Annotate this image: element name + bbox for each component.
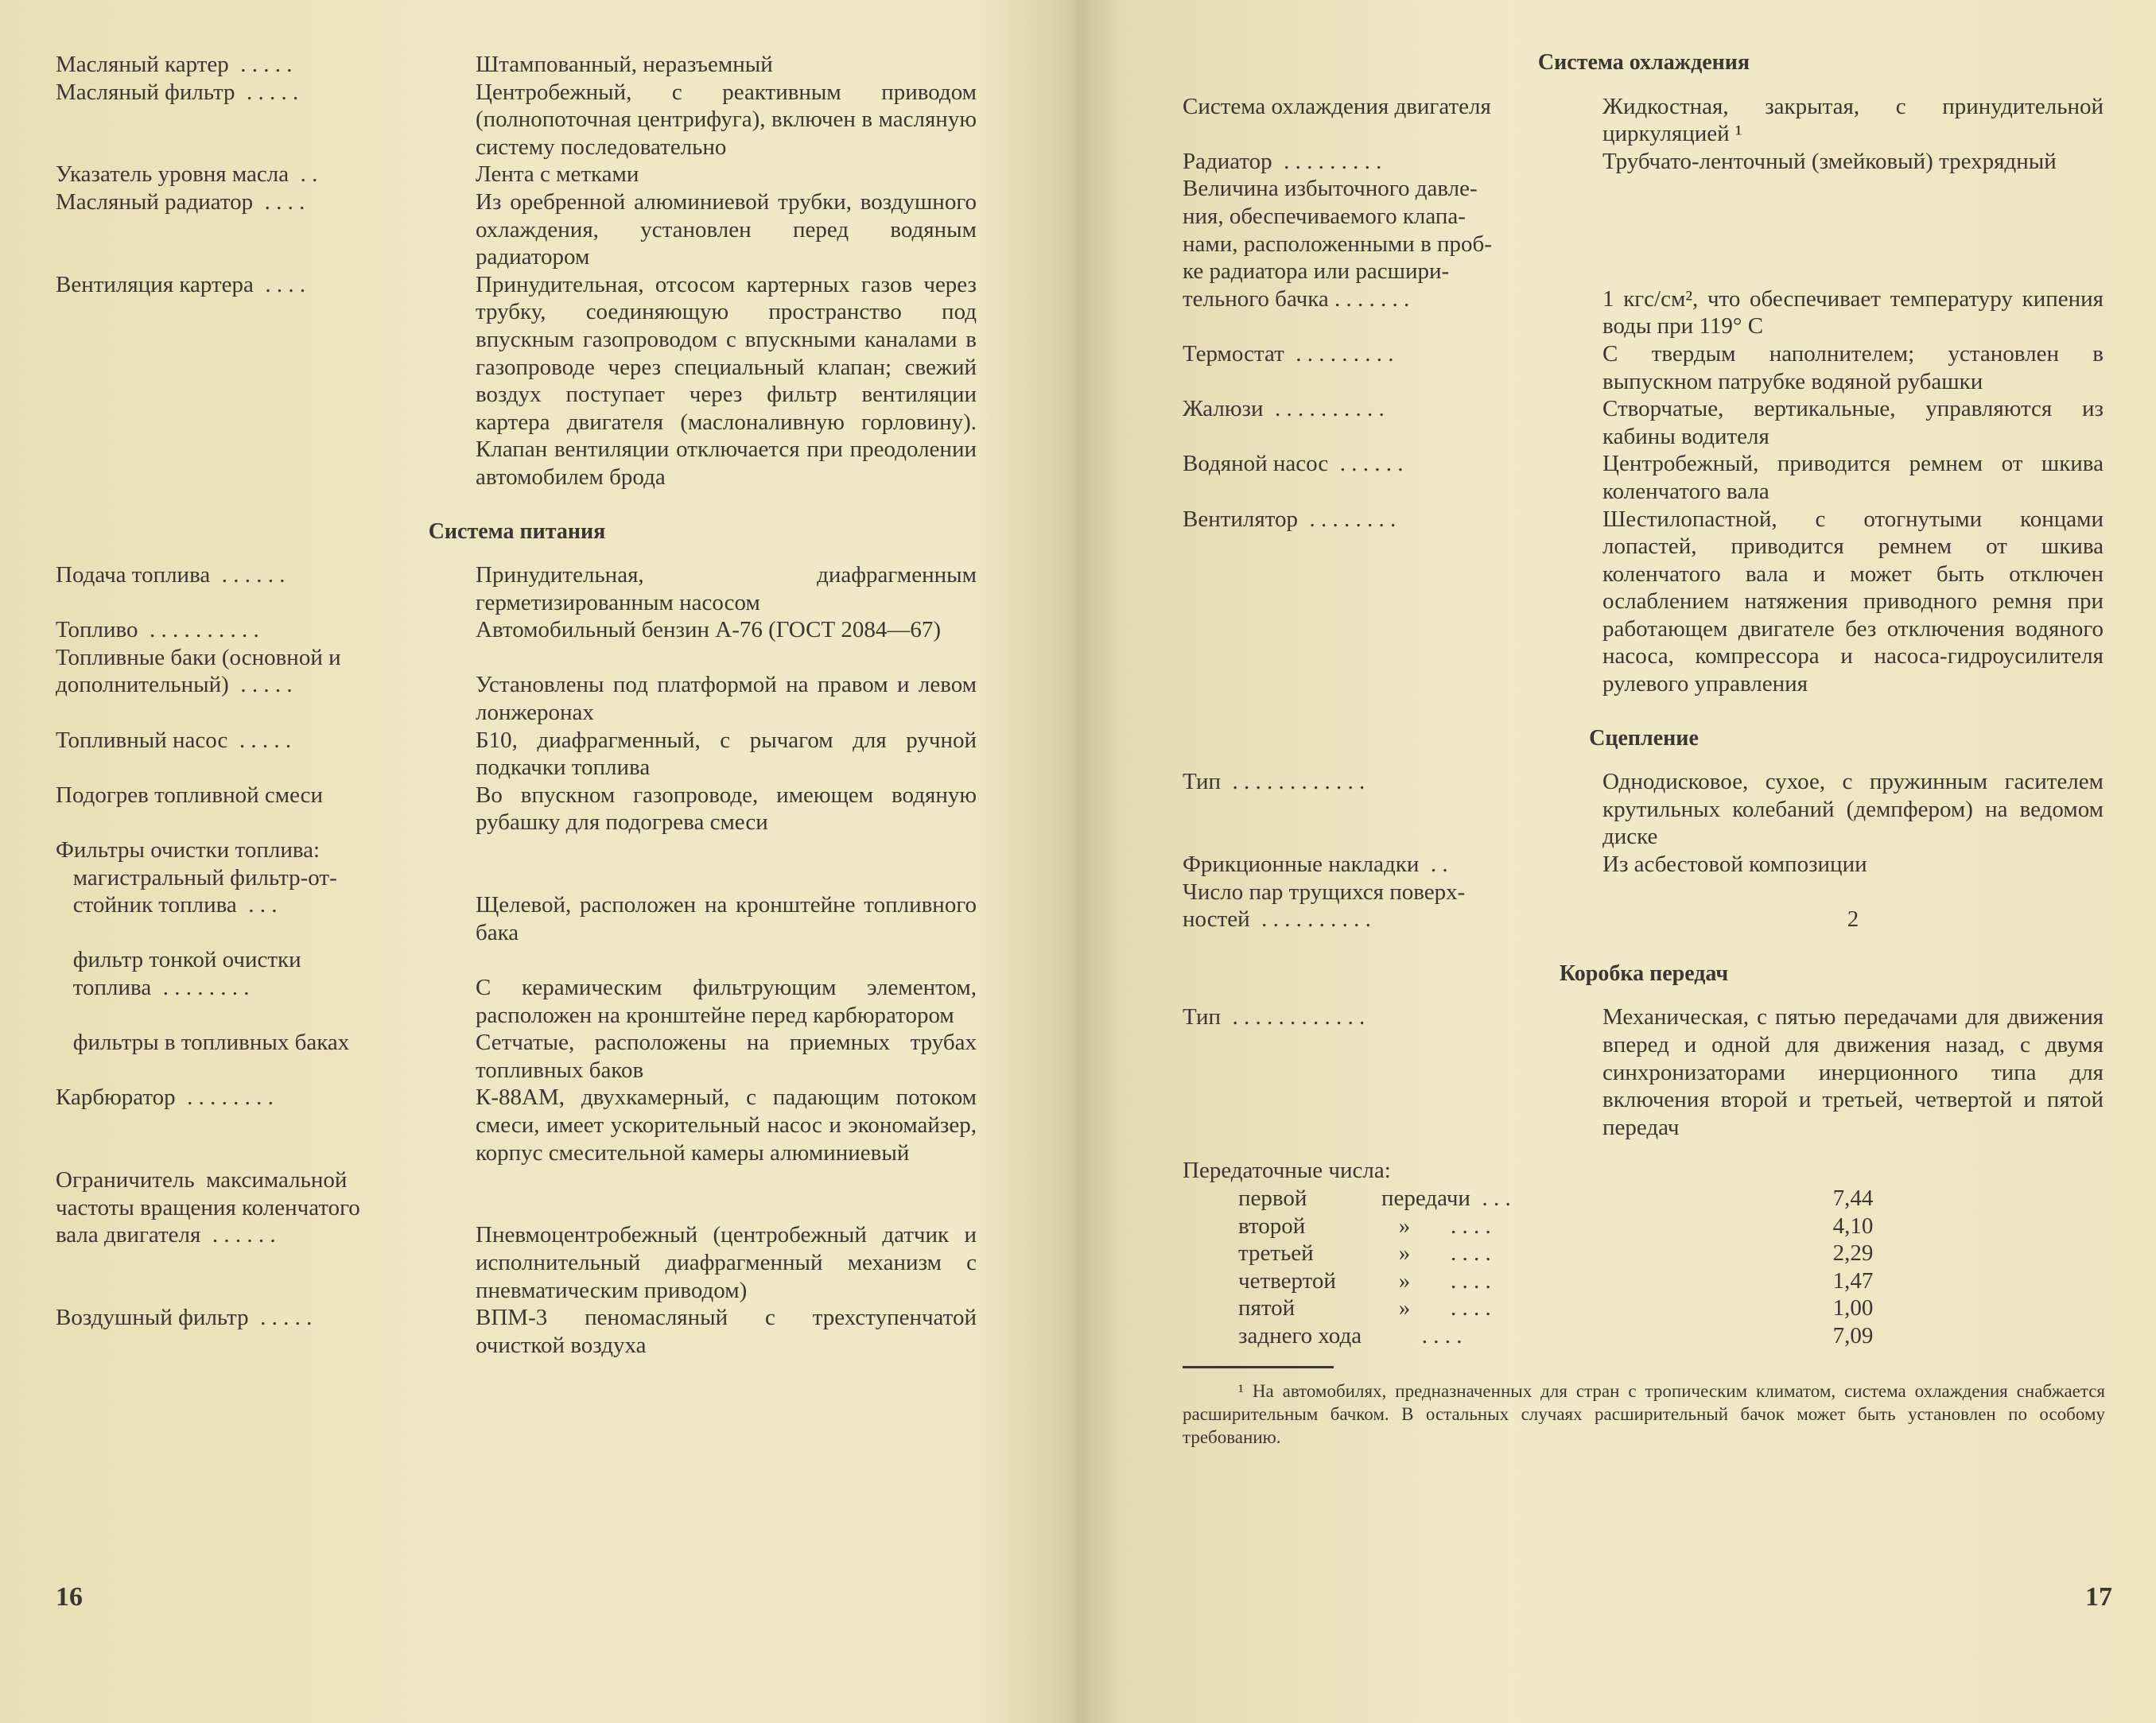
spec-value: Лента с метками: [476, 161, 639, 188]
section-heading: Коробка передач: [1559, 960, 1729, 986]
spec-value: С твердым наполнителем; установлен в выпускном патрубке водяной рубашки: [1602, 340, 2104, 394]
spec-label: [56, 161, 469, 188]
spec-label-line: Карбюратор . . . . . . . .: [56, 1085, 274, 1111]
spec-label: [56, 188, 469, 271]
gear-name: третьей: [1238, 1240, 1314, 1267]
spec-value: К-88АМ, двухкамерный, с падающим потоком смеси, имеет ускорительный насос и экономайзер, корпус смесительной камеры алюминиевый: [476, 1085, 977, 1166]
spec-row: [1183, 506, 2105, 698]
spec-row: [56, 1029, 978, 1084]
gear-ratio-row: [1183, 1185, 2105, 1213]
gear-suffix: . . . .: [1381, 1322, 1463, 1349]
spec-value: Автомобильный бензин А-76 (ГОСТ 2084—67): [476, 617, 942, 643]
spec-row: [1183, 879, 2105, 933]
spec-value: Из асбестовой композиции: [1602, 852, 1867, 878]
spec-value: Установлены под платформой на правом и левом лонжеронах: [476, 672, 977, 726]
gear-ratio-row: [1183, 1267, 2105, 1295]
left-page: [56, 51, 978, 1723]
spec-label: [56, 51, 469, 79]
spec-label: [56, 782, 469, 836]
spec-label-line: Топливо . . . . . . . . . .: [56, 617, 259, 643]
spec-label-line: Фильтры очистки топлива:: [56, 837, 320, 863]
spec-label-line: фильтры в топливных баках: [56, 1030, 350, 1056]
spec-row: [56, 561, 978, 616]
spec-label-line: Топливные баки (основной и: [56, 644, 341, 670]
spec-row: [56, 616, 978, 644]
footnote-rule: [1183, 1366, 1334, 1368]
spec-row: [56, 51, 978, 79]
right-page: [1183, 49, 2105, 1721]
spec-row: [56, 271, 978, 491]
spec-value: Центробежный, приводится ремнем от шкива коленчатого вала: [1602, 451, 2104, 504]
spec-label: [1183, 851, 1596, 879]
spec-row: [56, 79, 978, 161]
spec-row: [1183, 1003, 2105, 1141]
spec-row: [56, 188, 978, 271]
spec-label-line: Вентилятор . . . . . . . .: [1183, 506, 1397, 532]
spec-label-line: Число пар трущихся поверх-: [1183, 879, 1466, 905]
spec-label-line: топлива . . . . . . . .: [56, 975, 250, 1000]
spec-label: [1183, 506, 1596, 698]
spec-label: [56, 727, 469, 782]
spec-row: [56, 1304, 978, 1359]
spec-row: [56, 727, 978, 782]
spec-label-line: ке радиатора или расшири-: [1183, 258, 1450, 285]
spec-row: [56, 782, 978, 836]
spec-label-line: Масляный картер . . . . .: [56, 52, 293, 77]
spec-label: [56, 616, 469, 644]
gear-ratio-value: 2,29: [1832, 1240, 1874, 1267]
gear-ratio-value: 4,10: [1832, 1213, 1874, 1239]
spec-row: [56, 836, 978, 946]
spec-label: [56, 1304, 469, 1359]
spec-label-line: Тип . . . . . . . . . . . .: [1183, 1004, 1365, 1030]
gear-suffix: передачи . . .: [1381, 1185, 1511, 1211]
spec-value: 2: [1847, 906, 1859, 933]
spec-label-line: Радиатор . . . . . . . . .: [1183, 148, 1382, 174]
spec-label-line: Указатель уровня масла . .: [56, 161, 318, 188]
gear-name: четвертой: [1238, 1267, 1336, 1294]
gear-suffix: » . . . .: [1381, 1240, 1491, 1267]
spec-label-line: частоты вращения коленчатого: [56, 1194, 360, 1220]
spec-value: Жидкостная, закрытая, с принудительной циркуляцией ¹: [1602, 93, 2104, 147]
spec-row: [56, 1084, 978, 1166]
spec-row: [56, 161, 978, 188]
spec-row: [1183, 768, 2105, 851]
spec-row: [56, 946, 978, 1029]
spec-value: Сетчатые, расположены на приемных трубах топливных баков: [476, 1030, 977, 1083]
spec-row: [1183, 851, 2105, 879]
spec-label: [1183, 879, 1596, 933]
spec-label: [1183, 93, 1596, 148]
spec-label-line: ностей . . . . . . . . . .: [1183, 906, 1371, 933]
spec-row: [1183, 148, 2105, 176]
spec-value: Б10, диафрагменный, с рычагом для ручной подкачки топлива: [476, 727, 977, 781]
spec-label: [56, 561, 469, 616]
spec-row: [56, 1166, 978, 1304]
spec-label: [56, 1166, 469, 1304]
gear-ratio-value: 1,00: [1832, 1295, 1874, 1321]
gear-suffix: » . . . .: [1381, 1295, 1491, 1321]
spec-label-line: Воздушный фильтр . . . . .: [56, 1305, 313, 1331]
spec-row: [1183, 93, 2105, 148]
spec-value: Во впускном газопроводе, имеющем водяную рубашку для подогрева смеси: [476, 782, 977, 836]
gear-name: пятой: [1238, 1295, 1296, 1321]
page-number-right: 17: [2085, 1582, 2112, 1612]
spec-label: [1183, 768, 1596, 851]
section-heading: Система питания: [428, 518, 606, 544]
spec-row: [1183, 395, 2105, 450]
spec-label: [56, 271, 469, 491]
spec-row: [1183, 175, 2105, 340]
spec-label-line: Система охлаждения двигателя: [1183, 93, 1491, 119]
spec-label-line: нами, расположенными в проб-: [1183, 231, 1492, 257]
spec-label: [1183, 1003, 1596, 1141]
spec-label-line: фильтр тонкой очистки: [56, 947, 301, 973]
gear-name: первой: [1238, 1185, 1307, 1211]
spec-label-line: Величина избыточного давле-: [1183, 176, 1478, 202]
spec-label-line: Ограничитель максимальной: [56, 1167, 348, 1193]
spec-label-line: Масляный радиатор . . . .: [56, 188, 305, 215]
spec-label: [1183, 395, 1596, 450]
spec-label-line: Водяной насос . . . . . .: [1183, 451, 1404, 477]
spec-value: Из оребренной алюминиевой трубки, воздушного охлаждения, установлен перед водяным радиатором: [476, 188, 977, 270]
spec-label-line: Вентиляция картера . . . .: [56, 271, 306, 297]
spec-label-line: дополнительный) . . . . .: [56, 672, 293, 698]
spec-label-line: ния, обеспечиваемого клапа-: [1183, 203, 1466, 229]
spec-value: Механическая, с пятью передачами для движения вперед и одной для движения назад, с двумя синхронизаторами инерционного типа для включения второй и третьей, четвертой и пятой передач: [1602, 1004, 2104, 1140]
gear-ratio-value: 7,09: [1832, 1322, 1874, 1349]
spec-value: С керамическим фильтрующим элементом, расположен на кронштейне перед карбюратором: [476, 975, 977, 1028]
spec-value: Трубчато-ленточный (змейковый) трехрядный: [1602, 148, 2057, 174]
footnote: ¹ На автомобилях, предназначенных для стран с тропическим климатом, система охлаждения снабжается расширительным бачком. В остальных случаях расширительный бачок может быть установлен по особому требованию.: [1183, 1380, 2105, 1447]
spec-value: Штампованный, неразъемный: [476, 52, 773, 77]
section-heading: Сцепление: [1589, 725, 1699, 751]
gear-ratio-row: [1183, 1294, 2105, 1322]
spec-label-line: Подача топлива . . . . . .: [56, 562, 286, 588]
spec-label-line: Жалюзи . . . . . . . . . .: [1183, 396, 1385, 422]
spec-label-line: Фрикционные накладки . .: [1183, 852, 1448, 878]
gear-suffix: » . . . .: [1381, 1267, 1491, 1294]
spec-label: [56, 79, 469, 161]
gear-ratio-row: [1183, 1240, 2105, 1267]
spec-value: Однодисковое, сухое, с пружинным гасителем крутильных колебаний (демпфером) на ведомом диске: [1602, 769, 2104, 850]
spec-label-line: Подогрев топливной смеси: [56, 782, 324, 808]
spec-label-line: магистральный фильтр-от-: [56, 864, 337, 891]
gear-ratio-value: 1,47: [1832, 1267, 1874, 1294]
spec-value: Створчатые, вертикальные, управляются из кабины водителя: [1602, 396, 2104, 449]
spec-value: Шестилопастной, с отогнутыми концами лопастей, приводится ремнем от шкива коленчатого вала и может быть отключен ослаблением натяжения приводного ремня при работающем двигателе без отключения водяного насоса, компрессора и насоса-гидроусилителя рулевого управления: [1602, 506, 2104, 697]
gear-name: второй: [1238, 1213, 1306, 1239]
spec-value: Центробежный, с реактивным приводом (полнопоточная центрифуга), включен в масляную систему последовательно: [476, 79, 977, 160]
spec-value: Пневмоцентробежный (центробежный датчик и исполнительный диафрагменный механизм с пневматическим приводом): [476, 1222, 977, 1303]
spec-label: [1183, 340, 1596, 395]
spec-label: [56, 1084, 469, 1166]
spec-value: ВПМ-3 пеномасляный с трехступенчатой очисткой воздуха: [476, 1305, 977, 1358]
spec-label: [1183, 450, 1596, 505]
gear-ratio-row: [1183, 1322, 2105, 1350]
spec-row: [1183, 340, 2105, 395]
spec-row: [1183, 450, 2105, 505]
spec-label-line: Масляный фильтр . . . . .: [56, 79, 299, 105]
spec-value: Щелевой, расположен на кронштейне топливного бака: [476, 892, 977, 945]
spec-label: [1183, 175, 1596, 340]
spec-label: [56, 946, 469, 1029]
spec-label: [56, 836, 469, 946]
spec-label-line: тельного бачка . . . . . . .: [1183, 285, 1410, 312]
section-heading: Система охлаждения: [1537, 50, 1750, 75]
spec-row: [56, 644, 978, 727]
spec-label: [56, 644, 469, 727]
spec-label-line: вала двигателя . . . . . .: [56, 1222, 276, 1248]
spec-value: 1 кгс/см², что обеспечивает температуру кипения воды при 119° С: [1602, 285, 2104, 340]
page-number-left: 16: [56, 1582, 83, 1612]
spec-label-line: Топливный насос . . . . .: [56, 727, 292, 753]
gear-ratios-title: Передаточные числа:: [1183, 1158, 1391, 1184]
gear-name: заднего хода: [1238, 1322, 1362, 1349]
spec-value: Принудительная, диафрагменным герметизированным насосом: [476, 562, 977, 615]
spec-label-line: стойник топлива . . .: [56, 892, 278, 918]
gear-ratio-row: [1183, 1213, 2105, 1240]
spec-value: Принудительная, отсосом картерных газов через трубку, соединяющую пространство под впускным газопроводом с впускными каналами в газопроводе через специальный клапан; свежий воздух поступает через фильтр вентиляции картера двигателя (маслоналивную горловину). Клапан вентиляции отключается при преодолении автомобилем брода: [476, 271, 977, 490]
gear-ratio-value: 7,44: [1832, 1185, 1874, 1211]
gear-suffix: » . . . .: [1381, 1213, 1491, 1239]
spec-label-line: Тип . . . . . . . . . . . .: [1183, 769, 1365, 795]
spec-label-line: Термостат . . . . . . . . .: [1183, 340, 1394, 367]
spec-label: [1183, 148, 1596, 176]
spec-label: [56, 1029, 469, 1084]
